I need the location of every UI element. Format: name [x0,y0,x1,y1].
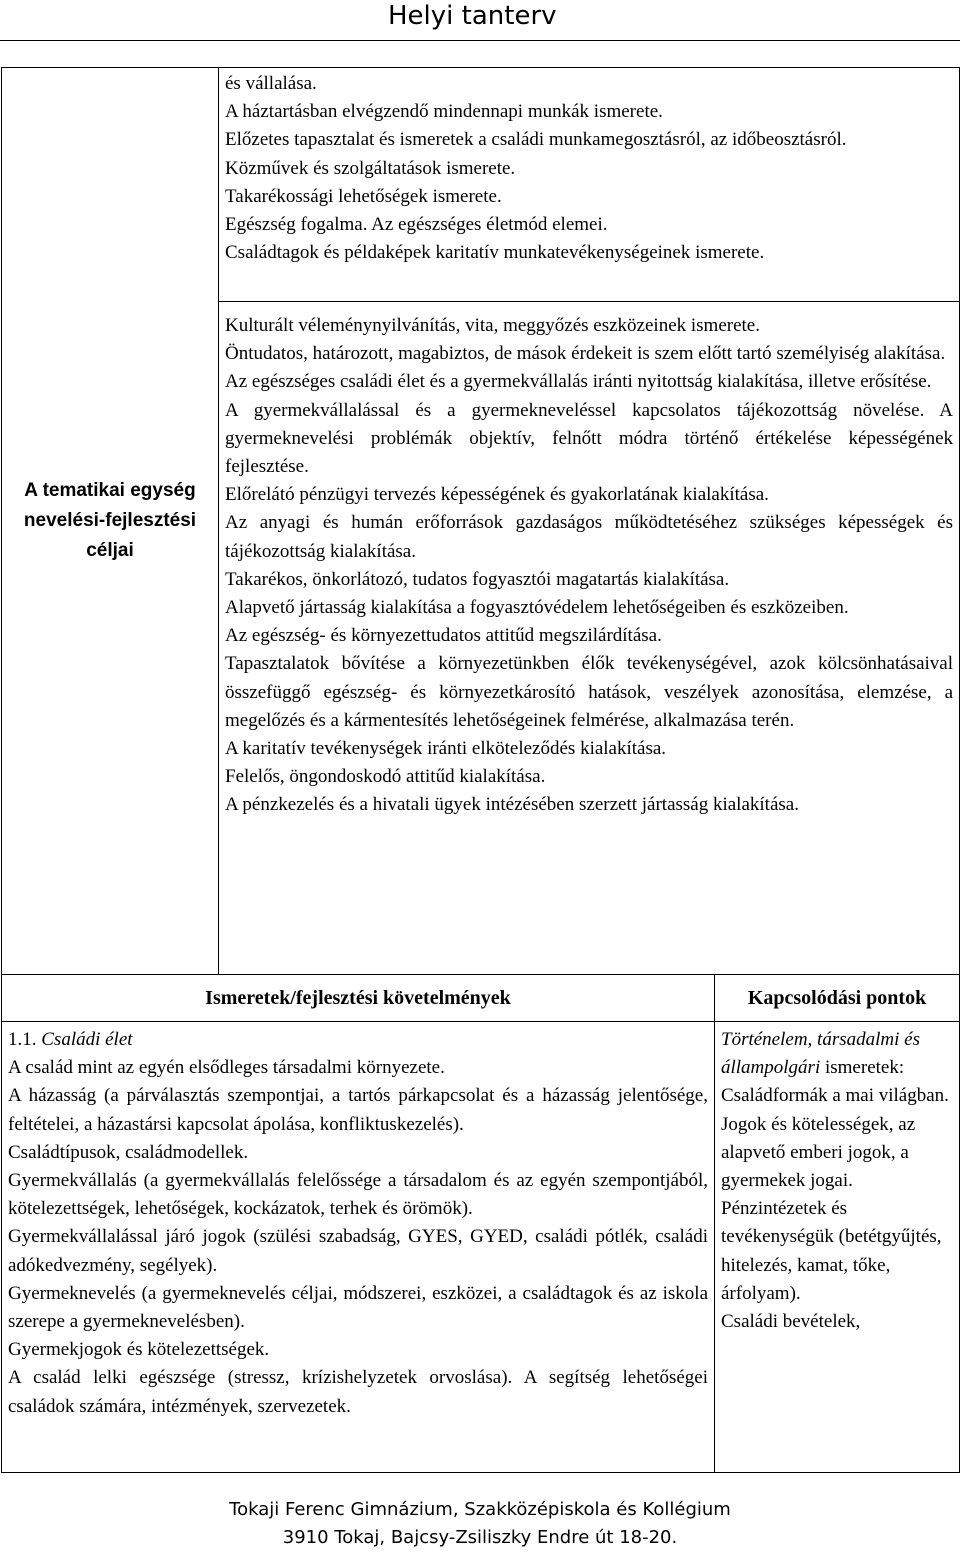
page-title: Helyi tanterv [388,1,557,31]
knowledge-cell [2,1022,715,1473]
prev-line: és vállalása. [225,73,317,94]
prev-line: A háztartásban elvégzendő mindennapi munkák ismerete. [225,101,663,123]
links-subject-name: Történelem, társadalmi és állampolgári [721,1029,920,1079]
links-subject [721,1026,953,1082]
knowledge-item: Családtípusok, családmodellek. [8,1141,249,1163]
knowledge-item: Gyermekjogok és kötelezettségek. [8,1339,270,1361]
goal-item: Előrelátó pénzügyi tervezés képességének és gyakorlatának kialakítása. [225,484,769,506]
goal-item: A karitatív tevékenységek iránti elköteleződés kialakítása. [225,738,667,760]
links-subject-rest: ismeretek: [824,1057,905,1079]
goal-item: Az egészség- és környezettudatos attitűd megszilárdítása. [225,625,662,647]
prev-line: Takarékossági lehetőségek ismerete. [225,185,502,207]
goal-item: A gyermekvállalással és a gyermekneveléssel kapcsolatos tájékozottság növelése. A gyermeknevelési problémák objektív, felnőtt módra történő értékelése képességének fejlesztése. [225,399,954,478]
goal-item: Tapasztalatok bővítése a környezetünkben élők tevékenységével, azok kölcsönhatásaival összefüggő egészség- és környezetkárosító hatások, veszélyek azonosítása, elemzése, a megelőzés és a kármentesítés lehetőségeinek felmérése, alkalmazása terén. [225,653,954,731]
table-row-prev [2,68,960,302]
goal-item: Az egészséges családi élet és a gyermekvállalás iránti nyitottság kialakítása, illetve erősítése. [225,371,932,393]
prev-line: Közművek és szolgáltatások ismerete. [225,157,516,179]
table-row-colheads [2,975,960,1022]
knowledge-item: Gyermekvállalással járó jogok (szülési szabadság, GYES, GYED, családi pótlék, családi adókedvezmény, segélyek). [8,1226,708,1276]
knowledge-item: A házasság (a párválasztás szempontjai, a tartós párkapcsolat és a házasság jelentősége, feltételei, a házastársi kapcsolat ápolása, konfliktuskezelés). [8,1085,708,1135]
column-header-knowledge [2,975,715,1022]
prev-line: Családtagok és példaképek karitatív munkatevékenységeinek ismerete. [225,242,765,264]
prev-line: Egészség fogalma. Az egészséges életmód elemei. [225,214,608,236]
page-header [0,0,960,41]
section-number: 1.1. [8,1029,37,1050]
section-title: Családi élet [41,1029,133,1050]
knowledge-item: Gyermeknevelés (a gyermeknevelés céljai, módszerei, eszközei, a családtagok és az iskola szerepe a gyermeknevelésben). [8,1282,708,1333]
column-header-links-label: Kapcsolódási pontok [747,987,927,1009]
prev-line: Előzetes tapasztalat és ismeretek a családi munkamegosztásról, az időbeosztásról. [225,129,847,151]
goal-item: A pénzkezelés és a hivatali ügyek intézésében szerzett jártasság kialakítása. [225,794,799,816]
goal-item: Öntudatos, határozott, magabiztos, de mások érdekeit is szem előtt tartó személyiség alakítása. [225,343,946,365]
goal-item: Alapvető jártasság kialakítása a fogyasztóvédelem lehetőségeiben és eszközeiben. [225,597,849,619]
links-cell [715,1022,960,1473]
knowledge-item: Gyermekvállalás (a gyermekvállalás felelőssége a társadalom és az egyén szempontjából, kötelezettségek, lehetőségek, kockázatok, terhek és örömök). [8,1170,708,1220]
goals-cell [219,302,960,975]
footer-address: 3910 Tokaj, Bajcsy-Zsiliszky Endre út 18-20. [282,1527,678,1548]
link-item: Családformák a mai világban. [721,1085,949,1107]
goal-item: Az anyagi és humán erőforrások gazdaságos működtetéséhez szükséges képességek és tájékozottság kialakítása. [225,512,954,562]
footer-school-name: Tokaji Ferenc Gimnázium, Szakközépiskola és Kollégium [229,1499,731,1520]
section-heading [8,1026,708,1054]
link-item: Családi bevételek, [721,1311,861,1333]
goals-label: A tematikai egység nevelési-fejlesztési céljai [23,480,197,561]
column-header-knowledge-label: Ismeretek/fejlesztési követelmények [205,987,511,1009]
table-row-content [2,1022,960,1473]
column-header-links [715,975,960,1022]
goals-label-cell [2,68,219,975]
knowledge-item: A család mint az egyén elsődleges társadalmi környezete. [8,1057,445,1079]
goal-item: Kulturált véleménynyilvánítás, vita, meggyőzés eszközeinek ismerete. [225,315,760,336]
link-item: Jogok és kötelességek, az alapvető emberi jogok, a gyermekek jogai. [721,1113,916,1192]
goal-item: Felelős, öngondoskodó attitűd kialakítása. [225,766,546,788]
goal-item: Takarékos, önkorlátozó, tudatos fogyasztói magatartás kialakítása. [225,568,730,590]
link-item: Pénzintézetek és tevékenységük (betétgyűjtés, hitelezés, kamat, tőke, árfolyam). [721,1198,942,1304]
prev-knowledge-cell [219,68,960,302]
page-footer [0,1496,960,1552]
curriculum-table [1,67,960,1473]
knowledge-item: A család lelki egészsége (stressz, krízishelyzetek orvoslása). A segítség lehetőségei családok számára, intézmények, szervezetek. [8,1367,708,1417]
